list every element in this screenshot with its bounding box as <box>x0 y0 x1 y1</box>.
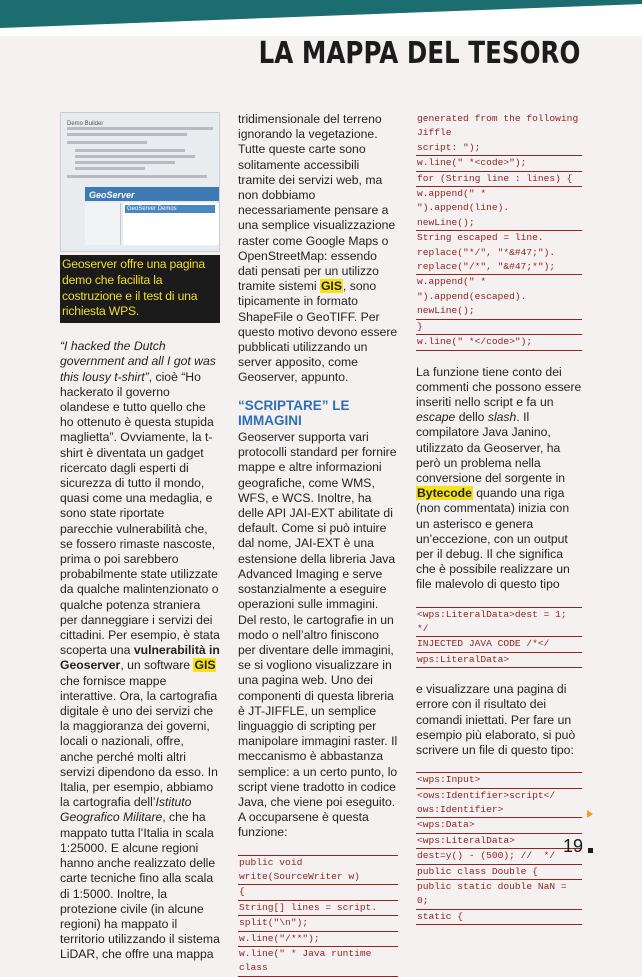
figure-caption: Geoserver offre una pagina demo che facilita la costruzione e il test di una richiesta WPS. <box>60 255 220 323</box>
header-stripe-shape <box>0 0 642 36</box>
code-line: script: "); <box>416 141 582 156</box>
code-line: newLine(); <box>416 304 582 319</box>
igm-italic: Istituto Geografico Militare <box>60 795 192 825</box>
code-block-4 <box>416 772 582 925</box>
col3-paragraph-2: e visualizzare una pagina di errore con il risultato dei comandi iniettati. Per fare un esempio più elaborato, si può scrivere un file di questo tipo: <box>416 682 576 757</box>
code-line: INJECTED JAVA CODE /*</ <box>416 637 582 652</box>
col3-text-b: dello <box>455 410 488 425</box>
code-line: split("\n"); <box>238 916 398 931</box>
code-line: ows:Identifier> <box>416 803 582 818</box>
code-line: { <box>238 885 398 900</box>
code-line: <ows:Identifier>script</ <box>417 789 556 801</box>
code-line: w.line(" * Java runtime class <box>238 947 398 977</box>
col1-text-b: , un software <box>120 658 194 673</box>
code-line: w.line("/**"); <box>238 932 398 947</box>
code-line: <wps:Data> <box>416 818 582 833</box>
col2-paragraph-1 <box>238 112 398 386</box>
code-line: w.line(" *<code>"); <box>416 156 582 171</box>
col1-text-d: , che ha mappato tutta l’Italia in scala 1:25000. E alcune regioni hanno anche realizzato delle carte tecniche fino alla scala di 1:5000. Inoltre, la protezione civile (in alcune regioni) ha mappato il territorio utilizzando il sistema LiDAR, che offre una mappa <box>60 810 220 962</box>
geoserver-vuln-bold: vulnerabilità in Geoserver <box>60 643 220 673</box>
code-block-1 <box>238 855 398 977</box>
column-2 <box>238 112 398 977</box>
col1-text-a: , cioè “Ho hackerato il governo olandese e tutto quello che ho ottenuto è questa stupida maglietta”. Ovviamente, la t-shirt è diventata un gadget ricercato dagli esperti di sicurezza di tutto il mondo, quasi come una medaglia, e sono state riportate parecchie vulnerabilità che, se fossero rimaste nascoste, prima o poi sarebbero probabilmente state utilizzate da qualche malintenzionato o qualche potenza straniera per danneggiare i servizi dei cittadini. Per esempio, è stata scoperta una <box>60 369 220 658</box>
col3-text-d: quando una riga (non commentata) inizia con un asterisco e genera un’eccezione, con un output per il debug. Il che significa che è possibile realizzare un file malevolo di questo tipo <box>416 486 570 592</box>
geoserver-sidebar <box>85 203 121 245</box>
code-block-3 <box>416 607 582 669</box>
col2-paragraph-2: Geoserver supporta vari protocolli standard per fornire mappe e altre informazioni geografiche, come WMS, WFS, e WCS. Inoltre, ha delle API JAI-EXT abilitate di default. Come si può intuire dal nome, JAI-EXT è una estensione della libreria Java Advanced Imaging e serve sostanzialmente a eseguire operazioni sulle immagini. Del resto, le cartografie in un modo o nell’altro finiscono per diventare delle immagini, se si vogliono visualizzare in una pagina web. Uno dei componenti di questa libreria è JT-JIFFLE, un semplice linguaggio di scripting per manipolare immagini raster. Il meccanismo è abbastanza semplice: a un certo punto, lo script viene tradotto in codice Java, che viene poi eseguito. A occuparsene è questa funzione: <box>238 430 398 840</box>
code-line: newLine(); <box>416 216 582 231</box>
col3-paragraph-1 <box>416 365 582 593</box>
escape-italic: escape <box>416 410 456 425</box>
continue-arrow-icon <box>587 810 593 818</box>
gis-highlight-2: GIS <box>320 279 342 294</box>
code-line: w.line(" *</code>"); <box>416 335 582 350</box>
page-title: LA MAPPA DEL TESORO <box>258 36 580 71</box>
section-heading: “SCRIPTARE” LE IMMAGINI <box>238 397 350 428</box>
code-line: static { <box>416 910 582 925</box>
column-1 <box>60 112 220 963</box>
code-line: <wps:LiteralData>dest = 1; */ <box>416 607 582 638</box>
code-line: public class Double { <box>416 865 582 880</box>
bytecode-highlight: Bytecode <box>417 486 472 501</box>
code-line: public static double NaN = 0; <box>416 880 582 910</box>
col2-text-a: tridimensionale del terreno ignorando la vegetazione. Tutte queste carte sono solitamente accessibili tramite dei servizi web, ma non dobbiamo necessariamente pensare a una semplice visualizzazione raster come Google Maps o OpenStreetMap: essendo dati pensati per un utilizzo tramite sistemi <box>238 112 396 294</box>
code-line: String[] lines = script. <box>238 901 398 916</box>
code-line: } <box>416 320 582 335</box>
code-line: generated from the following Jiffle <box>417 113 584 139</box>
code-line: for (String line : lines) { <box>416 172 582 187</box>
col1-text-c: che fornisce mappe interattive. Ora, la cartografia digitale è uno dei servizi che la maggioranza dei governi, locali o nazionali, offre, anche perché molti altri servizi dipendono da esso. In Italia, per esempio, abbiamo la cartografia dell’ <box>60 673 218 810</box>
code-line: replace("/*", "&#47;*"); <box>416 260 582 275</box>
shot-title: Demo Builder <box>67 121 104 127</box>
page-square-icon <box>588 848 593 853</box>
code-line: String escaped = line. <box>417 232 544 244</box>
quote: “I hacked the Dutch government and all I got was this lousy t-shirt” <box>60 339 216 384</box>
code-line: wps:LiteralData> <box>416 653 582 668</box>
code-line: <wps:LiteralData> <box>416 834 582 849</box>
col3-text-a: La funzione tiene conto dei commenti che possono essere inseriti nello script e fa un <box>416 364 582 409</box>
code-line: replace("*/", "*&#47;"). <box>417 246 556 258</box>
slash-italic: slash <box>487 410 517 425</box>
top-stripe <box>0 0 642 36</box>
code-block-2 <box>416 112 582 351</box>
col1-paragraph <box>60 339 220 962</box>
geoserver-logo: GeoServer <box>89 190 135 200</box>
col3-text-c: . Il compilatore Java Janino, utilizzato da Geoserver, ha però un problema nella conversione del sorgente in <box>416 410 566 485</box>
gis-highlight: GIS <box>194 658 216 673</box>
col2-text-b: , sono tipicamente in formato ShapeFile o GeoTIFF. Per questo motivo devono essere pubblicati utilizzando un server apposito, come Geoserver, appunto. <box>238 279 398 385</box>
code-line: dest=y() - (500); // */ <box>416 849 582 864</box>
page-number: 19 <box>563 836 584 856</box>
geoserver-demos-title: GeoServer Demos <box>125 205 215 213</box>
code-line: public void write(SourceWriter w) <box>238 855 398 886</box>
code-line: <wps:Input> <box>416 772 582 788</box>
code-line: w.append(" * ").append(line). <box>417 188 510 214</box>
geoserver-screenshot <box>60 112 220 252</box>
code-line: w.append(" * ").append(escaped). <box>417 276 527 302</box>
column-3 <box>416 112 582 925</box>
